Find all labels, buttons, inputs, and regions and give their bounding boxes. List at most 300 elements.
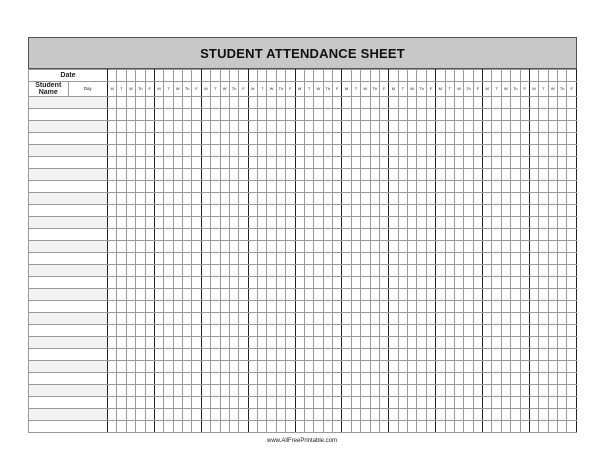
attendance-cell[interactable] xyxy=(351,181,360,193)
attendance-cell[interactable] xyxy=(220,169,229,181)
attendance-cell[interactable] xyxy=(417,397,426,409)
attendance-cell[interactable] xyxy=(183,217,192,229)
attendance-cell[interactable] xyxy=(239,133,248,145)
attendance-cell[interactable] xyxy=(145,97,154,109)
attendance-cell[interactable] xyxy=(445,205,454,217)
attendance-cell[interactable] xyxy=(483,109,492,121)
attendance-cell[interactable] xyxy=(342,397,351,409)
attendance-cell[interactable] xyxy=(220,157,229,169)
attendance-cell[interactable] xyxy=(408,145,417,157)
attendance-cell[interactable] xyxy=(211,181,220,193)
attendance-cell[interactable] xyxy=(445,397,454,409)
attendance-cell[interactable] xyxy=(108,133,117,145)
attendance-cell[interactable] xyxy=(136,205,145,217)
attendance-cell[interactable] xyxy=(201,313,210,325)
attendance-cell[interactable] xyxy=(483,397,492,409)
attendance-cell[interactable] xyxy=(464,133,473,145)
attendance-cell[interactable] xyxy=(548,409,557,421)
attendance-cell[interactable] xyxy=(145,385,154,397)
attendance-cell[interactable] xyxy=(333,181,342,193)
attendance-cell[interactable] xyxy=(548,229,557,241)
attendance-cell[interactable] xyxy=(454,337,463,349)
attendance-cell[interactable] xyxy=(389,277,398,289)
attendance-cell[interactable] xyxy=(351,157,360,169)
attendance-cell[interactable] xyxy=(164,313,173,325)
attendance-cell[interactable] xyxy=(229,325,238,337)
attendance-cell[interactable] xyxy=(483,181,492,193)
attendance-cell[interactable] xyxy=(295,277,304,289)
attendance-cell[interactable] xyxy=(389,289,398,301)
attendance-cell[interactable] xyxy=(126,97,135,109)
attendance-cell[interactable] xyxy=(548,301,557,313)
attendance-cell[interactable] xyxy=(567,253,577,265)
attendance-cell[interactable] xyxy=(286,313,295,325)
attendance-cell[interactable] xyxy=(492,373,501,385)
attendance-cell[interactable] xyxy=(492,121,501,133)
attendance-cell[interactable] xyxy=(445,361,454,373)
attendance-cell[interactable] xyxy=(183,409,192,421)
attendance-cell[interactable] xyxy=(239,373,248,385)
attendance-cell[interactable] xyxy=(398,361,407,373)
attendance-cell[interactable] xyxy=(220,145,229,157)
attendance-cell[interactable] xyxy=(454,109,463,121)
attendance-cell[interactable] xyxy=(483,157,492,169)
attendance-cell[interactable] xyxy=(126,145,135,157)
attendance-cell[interactable] xyxy=(342,385,351,397)
attendance-cell[interactable] xyxy=(154,409,163,421)
attendance-cell[interactable] xyxy=(145,409,154,421)
attendance-cell[interactable] xyxy=(286,157,295,169)
attendance-cell[interactable] xyxy=(286,229,295,241)
attendance-cell[interactable] xyxy=(314,205,323,217)
attendance-cell[interactable] xyxy=(286,397,295,409)
attendance-cell[interactable] xyxy=(117,133,126,145)
student-name-cell[interactable] xyxy=(29,241,108,253)
attendance-cell[interactable] xyxy=(370,349,379,361)
attendance-cell[interactable] xyxy=(426,373,435,385)
attendance-cell[interactable] xyxy=(520,241,529,253)
attendance-cell[interactable] xyxy=(136,289,145,301)
attendance-cell[interactable] xyxy=(483,193,492,205)
attendance-cell[interactable] xyxy=(426,181,435,193)
attendance-cell[interactable] xyxy=(379,229,388,241)
attendance-cell[interactable] xyxy=(501,217,510,229)
attendance-cell[interactable] xyxy=(267,229,276,241)
attendance-cell[interactable] xyxy=(548,193,557,205)
attendance-cell[interactable] xyxy=(314,217,323,229)
attendance-cell[interactable] xyxy=(183,277,192,289)
attendance-cell[interactable] xyxy=(445,421,454,433)
student-name-cell[interactable] xyxy=(29,349,108,361)
attendance-cell[interactable] xyxy=(520,337,529,349)
attendance-cell[interactable] xyxy=(558,121,567,133)
date-cell[interactable] xyxy=(539,70,548,82)
attendance-cell[interactable] xyxy=(511,145,520,157)
attendance-cell[interactable] xyxy=(108,121,117,133)
attendance-cell[interactable] xyxy=(426,109,435,121)
attendance-cell[interactable] xyxy=(398,181,407,193)
attendance-cell[interactable] xyxy=(520,385,529,397)
attendance-cell[interactable] xyxy=(520,157,529,169)
attendance-cell[interactable] xyxy=(417,301,426,313)
attendance-cell[interactable] xyxy=(314,133,323,145)
attendance-cell[interactable] xyxy=(436,97,445,109)
attendance-cell[interactable] xyxy=(276,373,285,385)
date-cell[interactable] xyxy=(126,70,135,82)
attendance-cell[interactable] xyxy=(483,169,492,181)
attendance-cell[interactable] xyxy=(145,217,154,229)
attendance-cell[interactable] xyxy=(183,421,192,433)
date-cell[interactable] xyxy=(183,70,192,82)
attendance-cell[interactable] xyxy=(117,205,126,217)
attendance-cell[interactable] xyxy=(389,241,398,253)
attendance-cell[interactable] xyxy=(370,325,379,337)
attendance-cell[interactable] xyxy=(314,373,323,385)
attendance-cell[interactable] xyxy=(201,421,210,433)
attendance-cell[interactable] xyxy=(520,361,529,373)
attendance-cell[interactable] xyxy=(154,145,163,157)
attendance-cell[interactable] xyxy=(473,265,482,277)
attendance-cell[interactable] xyxy=(501,253,510,265)
attendance-cell[interactable] xyxy=(567,409,577,421)
date-cell[interactable] xyxy=(201,70,210,82)
attendance-cell[interactable] xyxy=(520,229,529,241)
attendance-cell[interactable] xyxy=(314,169,323,181)
attendance-cell[interactable] xyxy=(286,145,295,157)
attendance-cell[interactable] xyxy=(333,253,342,265)
attendance-cell[interactable] xyxy=(304,217,313,229)
attendance-cell[interactable] xyxy=(248,121,257,133)
attendance-cell[interactable] xyxy=(417,265,426,277)
attendance-cell[interactable] xyxy=(342,349,351,361)
attendance-cell[interactable] xyxy=(183,385,192,397)
attendance-cell[interactable] xyxy=(567,217,577,229)
attendance-cell[interactable] xyxy=(258,145,267,157)
attendance-cell[interactable] xyxy=(342,193,351,205)
attendance-cell[interactable] xyxy=(529,361,538,373)
attendance-cell[interactable] xyxy=(173,169,182,181)
attendance-cell[interactable] xyxy=(539,145,548,157)
attendance-cell[interactable] xyxy=(276,193,285,205)
attendance-cell[interactable] xyxy=(417,109,426,121)
attendance-cell[interactable] xyxy=(108,409,117,421)
attendance-cell[interactable] xyxy=(558,241,567,253)
attendance-cell[interactable] xyxy=(304,265,313,277)
attendance-cell[interactable] xyxy=(286,349,295,361)
attendance-cell[interactable] xyxy=(520,133,529,145)
attendance-cell[interactable] xyxy=(379,373,388,385)
attendance-cell[interactable] xyxy=(464,385,473,397)
attendance-cell[interactable] xyxy=(520,109,529,121)
student-name-cell[interactable] xyxy=(29,109,108,121)
attendance-cell[interactable] xyxy=(492,313,501,325)
attendance-cell[interactable] xyxy=(417,145,426,157)
attendance-cell[interactable] xyxy=(229,313,238,325)
attendance-cell[interactable] xyxy=(558,277,567,289)
attendance-cell[interactable] xyxy=(342,373,351,385)
attendance-cell[interactable] xyxy=(492,181,501,193)
attendance-cell[interactable] xyxy=(548,253,557,265)
attendance-cell[interactable] xyxy=(136,361,145,373)
attendance-cell[interactable] xyxy=(267,145,276,157)
attendance-cell[interactable] xyxy=(333,289,342,301)
attendance-cell[interactable] xyxy=(539,289,548,301)
attendance-cell[interactable] xyxy=(220,289,229,301)
attendance-cell[interactable] xyxy=(164,133,173,145)
attendance-cell[interactable] xyxy=(417,325,426,337)
attendance-cell[interactable] xyxy=(511,409,520,421)
attendance-cell[interactable] xyxy=(464,421,473,433)
attendance-cell[interactable] xyxy=(492,109,501,121)
date-cell[interactable] xyxy=(323,70,332,82)
attendance-cell[interactable] xyxy=(342,325,351,337)
attendance-cell[interactable] xyxy=(426,145,435,157)
attendance-cell[interactable] xyxy=(229,217,238,229)
attendance-cell[interactable] xyxy=(117,97,126,109)
attendance-cell[interactable] xyxy=(295,361,304,373)
attendance-cell[interactable] xyxy=(323,229,332,241)
attendance-cell[interactable] xyxy=(248,409,257,421)
attendance-cell[interactable] xyxy=(154,109,163,121)
attendance-cell[interactable] xyxy=(567,277,577,289)
attendance-cell[interactable] xyxy=(539,397,548,409)
attendance-cell[interactable] xyxy=(389,421,398,433)
attendance-cell[interactable] xyxy=(276,409,285,421)
attendance-cell[interactable] xyxy=(276,121,285,133)
attendance-cell[interactable] xyxy=(398,193,407,205)
attendance-cell[interactable] xyxy=(492,397,501,409)
student-name-cell[interactable] xyxy=(29,253,108,265)
attendance-cell[interactable] xyxy=(286,289,295,301)
attendance-cell[interactable] xyxy=(183,97,192,109)
attendance-cell[interactable] xyxy=(267,421,276,433)
attendance-cell[interactable] xyxy=(154,253,163,265)
attendance-cell[interactable] xyxy=(192,169,201,181)
attendance-cell[interactable] xyxy=(342,313,351,325)
attendance-cell[interactable] xyxy=(220,205,229,217)
attendance-cell[interactable] xyxy=(211,301,220,313)
attendance-cell[interactable] xyxy=(454,289,463,301)
attendance-cell[interactable] xyxy=(248,193,257,205)
attendance-cell[interactable] xyxy=(211,109,220,121)
attendance-cell[interactable] xyxy=(473,397,482,409)
attendance-cell[interactable] xyxy=(126,325,135,337)
attendance-cell[interactable] xyxy=(483,361,492,373)
attendance-cell[interactable] xyxy=(145,277,154,289)
attendance-cell[interactable] xyxy=(229,109,238,121)
attendance-cell[interactable] xyxy=(539,421,548,433)
attendance-cell[interactable] xyxy=(426,325,435,337)
attendance-cell[interactable] xyxy=(267,277,276,289)
date-cell[interactable] xyxy=(548,70,557,82)
attendance-cell[interactable] xyxy=(201,241,210,253)
attendance-cell[interactable] xyxy=(201,325,210,337)
attendance-cell[interactable] xyxy=(529,265,538,277)
attendance-cell[interactable] xyxy=(408,289,417,301)
attendance-cell[interactable] xyxy=(333,145,342,157)
attendance-cell[interactable] xyxy=(286,205,295,217)
attendance-cell[interactable] xyxy=(492,241,501,253)
attendance-cell[interactable] xyxy=(454,133,463,145)
attendance-cell[interactable] xyxy=(211,313,220,325)
attendance-cell[interactable] xyxy=(173,229,182,241)
attendance-cell[interactable] xyxy=(426,361,435,373)
attendance-cell[interactable] xyxy=(436,121,445,133)
attendance-cell[interactable] xyxy=(333,337,342,349)
attendance-cell[interactable] xyxy=(126,361,135,373)
attendance-cell[interactable] xyxy=(379,97,388,109)
attendance-cell[interactable] xyxy=(183,181,192,193)
attendance-cell[interactable] xyxy=(342,157,351,169)
attendance-cell[interactable] xyxy=(370,277,379,289)
attendance-cell[interactable] xyxy=(473,121,482,133)
attendance-cell[interactable] xyxy=(333,373,342,385)
attendance-cell[interactable] xyxy=(145,181,154,193)
attendance-cell[interactable] xyxy=(539,169,548,181)
attendance-cell[interactable] xyxy=(136,277,145,289)
date-cell[interactable] xyxy=(145,70,154,82)
attendance-cell[interactable] xyxy=(183,157,192,169)
attendance-cell[interactable] xyxy=(511,301,520,313)
attendance-cell[interactable] xyxy=(136,193,145,205)
attendance-cell[interactable] xyxy=(511,277,520,289)
attendance-cell[interactable] xyxy=(304,409,313,421)
attendance-cell[interactable] xyxy=(436,373,445,385)
attendance-cell[interactable] xyxy=(126,217,135,229)
attendance-cell[interactable] xyxy=(117,229,126,241)
attendance-cell[interactable] xyxy=(314,385,323,397)
attendance-cell[interactable] xyxy=(567,349,577,361)
attendance-cell[interactable] xyxy=(201,337,210,349)
attendance-cell[interactable] xyxy=(154,205,163,217)
attendance-cell[interactable] xyxy=(239,337,248,349)
attendance-cell[interactable] xyxy=(136,397,145,409)
attendance-cell[interactable] xyxy=(229,97,238,109)
attendance-cell[interactable] xyxy=(154,265,163,277)
attendance-cell[interactable] xyxy=(173,277,182,289)
attendance-cell[interactable] xyxy=(173,253,182,265)
attendance-cell[interactable] xyxy=(436,361,445,373)
attendance-cell[interactable] xyxy=(436,301,445,313)
attendance-cell[interactable] xyxy=(501,409,510,421)
attendance-cell[interactable] xyxy=(126,313,135,325)
attendance-cell[interactable] xyxy=(164,109,173,121)
attendance-cell[interactable] xyxy=(370,145,379,157)
attendance-cell[interactable] xyxy=(314,301,323,313)
attendance-cell[interactable] xyxy=(239,277,248,289)
date-cell[interactable] xyxy=(520,70,529,82)
attendance-cell[interactable] xyxy=(333,313,342,325)
attendance-cell[interactable] xyxy=(351,109,360,121)
attendance-cell[interactable] xyxy=(154,349,163,361)
attendance-cell[interactable] xyxy=(192,205,201,217)
attendance-cell[interactable] xyxy=(286,133,295,145)
attendance-cell[interactable] xyxy=(258,217,267,229)
attendance-cell[interactable] xyxy=(408,253,417,265)
attendance-cell[interactable] xyxy=(548,97,557,109)
attendance-cell[interactable] xyxy=(445,121,454,133)
attendance-cell[interactable] xyxy=(567,157,577,169)
attendance-cell[interactable] xyxy=(548,421,557,433)
attendance-cell[interactable] xyxy=(483,409,492,421)
attendance-cell[interactable] xyxy=(342,277,351,289)
attendance-cell[interactable] xyxy=(258,193,267,205)
student-name-cell[interactable] xyxy=(29,205,108,217)
attendance-cell[interactable] xyxy=(323,157,332,169)
attendance-cell[interactable] xyxy=(164,229,173,241)
attendance-cell[interactable] xyxy=(464,97,473,109)
attendance-cell[interactable] xyxy=(464,373,473,385)
attendance-cell[interactable] xyxy=(286,301,295,313)
attendance-cell[interactable] xyxy=(220,397,229,409)
attendance-cell[interactable] xyxy=(295,181,304,193)
attendance-cell[interactable] xyxy=(473,157,482,169)
attendance-cell[interactable] xyxy=(239,157,248,169)
attendance-cell[interactable] xyxy=(164,265,173,277)
attendance-cell[interactable] xyxy=(558,385,567,397)
date-cell[interactable] xyxy=(258,70,267,82)
attendance-cell[interactable] xyxy=(183,133,192,145)
attendance-cell[interactable] xyxy=(258,325,267,337)
attendance-cell[interactable] xyxy=(276,301,285,313)
attendance-cell[interactable] xyxy=(398,229,407,241)
attendance-cell[interactable] xyxy=(154,301,163,313)
attendance-cell[interactable] xyxy=(248,301,257,313)
attendance-cell[interactable] xyxy=(351,301,360,313)
attendance-cell[interactable] xyxy=(145,169,154,181)
attendance-cell[interactable] xyxy=(239,169,248,181)
attendance-cell[interactable] xyxy=(239,121,248,133)
attendance-cell[interactable] xyxy=(333,265,342,277)
attendance-cell[interactable] xyxy=(342,409,351,421)
attendance-cell[interactable] xyxy=(117,337,126,349)
attendance-cell[interactable] xyxy=(492,157,501,169)
attendance-cell[interactable] xyxy=(520,409,529,421)
attendance-cell[interactable] xyxy=(276,253,285,265)
date-cell[interactable] xyxy=(361,70,370,82)
attendance-cell[interactable] xyxy=(464,277,473,289)
attendance-cell[interactable] xyxy=(473,241,482,253)
attendance-cell[interactable] xyxy=(548,181,557,193)
attendance-cell[interactable] xyxy=(351,421,360,433)
attendance-cell[interactable] xyxy=(248,241,257,253)
attendance-cell[interactable] xyxy=(267,181,276,193)
attendance-cell[interactable] xyxy=(220,193,229,205)
attendance-cell[interactable] xyxy=(361,169,370,181)
attendance-cell[interactable] xyxy=(398,409,407,421)
attendance-cell[interactable] xyxy=(436,325,445,337)
attendance-cell[interactable] xyxy=(164,157,173,169)
attendance-cell[interactable] xyxy=(342,133,351,145)
attendance-cell[interactable] xyxy=(173,109,182,121)
attendance-cell[interactable] xyxy=(126,373,135,385)
attendance-cell[interactable] xyxy=(126,397,135,409)
student-name-cell[interactable] xyxy=(29,337,108,349)
attendance-cell[interactable] xyxy=(126,241,135,253)
attendance-cell[interactable] xyxy=(342,145,351,157)
attendance-cell[interactable] xyxy=(164,145,173,157)
attendance-cell[interactable] xyxy=(511,217,520,229)
attendance-cell[interactable] xyxy=(529,109,538,121)
attendance-cell[interactable] xyxy=(464,121,473,133)
attendance-cell[interactable] xyxy=(286,337,295,349)
attendance-cell[interactable] xyxy=(333,97,342,109)
attendance-cell[interactable] xyxy=(323,181,332,193)
attendance-cell[interactable] xyxy=(351,121,360,133)
attendance-cell[interactable] xyxy=(445,409,454,421)
student-name-cell[interactable] xyxy=(29,277,108,289)
attendance-cell[interactable] xyxy=(108,241,117,253)
